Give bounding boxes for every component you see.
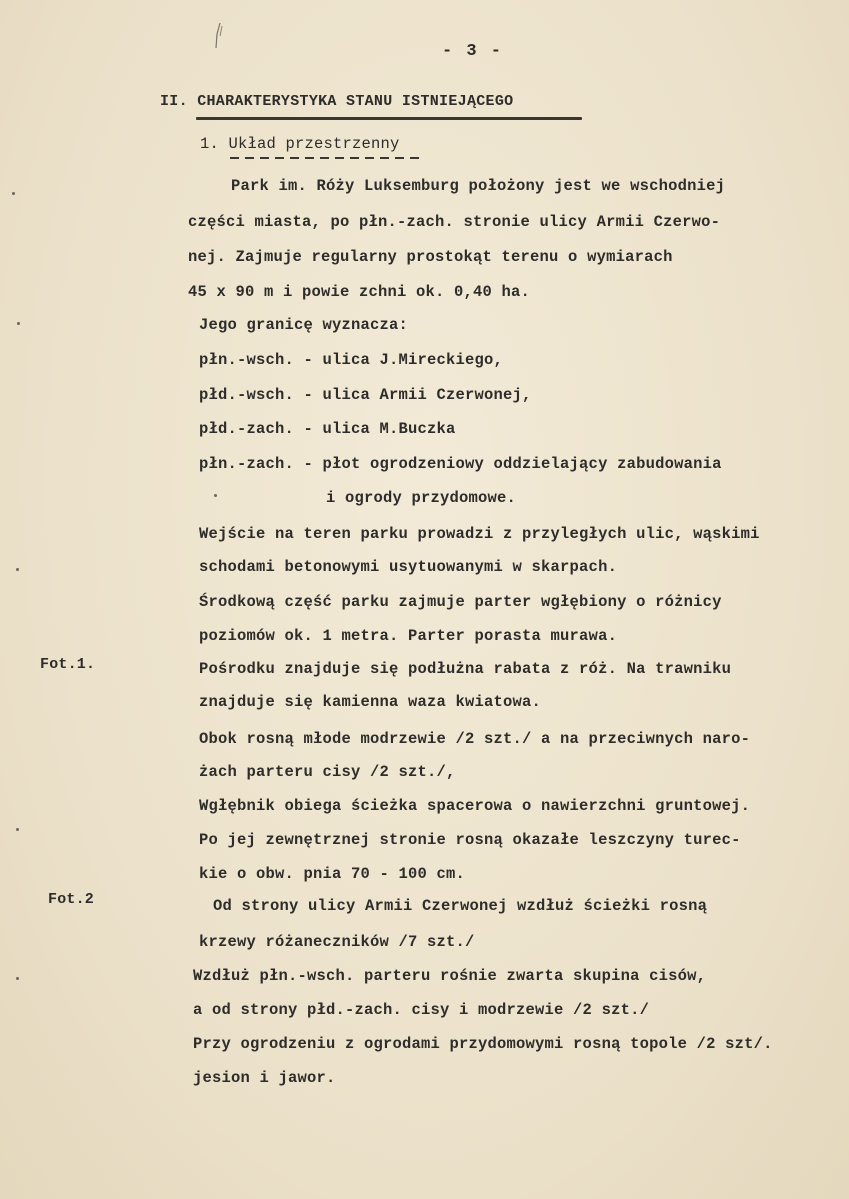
binding-hole-mark (16, 977, 19, 980)
binding-hole-mark (16, 828, 19, 831)
body-line: Park im. Róży Luksemburg położony jest we wschodniej (231, 177, 726, 195)
body-line: Środkową część parku zajmuje parter wgłębiony o różnicy (199, 593, 722, 611)
body-line: Obok rosną młode modrzewie /2 szt./ a na przeciwnych naro- (199, 730, 751, 748)
body-line: a od strony płd.-zach. cisy i modrzewie /2 szt./ (193, 1001, 650, 1019)
body-line: i ogrody przydomowe. (326, 489, 517, 507)
body-line: Pośrodku znajduje się podłużna rabata z róż. Na trawniku (199, 660, 732, 678)
body-line: schodami betonowymi usytuowanymi w skarpach. (199, 558, 618, 576)
body-line: płn.-zach. - płot ogrodzeniowy oddzielający zabudowania (199, 455, 722, 473)
pen-mark (213, 22, 223, 50)
binding-hole-mark (17, 322, 20, 325)
binding-hole-mark (16, 568, 19, 571)
body-line: znajduje się kamienna waza kwiatowa. (199, 693, 542, 711)
heading-underline (196, 117, 582, 120)
binding-hole-mark (12, 192, 15, 195)
body-line: Wzdłuż płn.-wsch. parteru rośnie zwarta skupina cisów, (193, 967, 707, 985)
body-line: Od strony ulicy Armii Czerwonej wzdłuż ścieżki rosną (213, 897, 708, 915)
body-line: żach parteru cisy /2 szt./, (199, 763, 456, 781)
section-heading: II. CHARAKTERYSTYKA STANU ISTNIEJĄCEGO (160, 93, 514, 110)
body-line: Jego granicę wyznacza: (199, 316, 409, 334)
body-line: poziomów ok. 1 metra. Parter porasta murawa. (199, 627, 618, 645)
body-line: Wgłębnik obiega ścieżka spacerowa o nawierzchni gruntowej. (199, 797, 751, 815)
body-line: krzewy różaneczników /7 szt./ (199, 933, 475, 951)
body-line: płn.-wsch. - ulica J.Mireckiego, (199, 351, 504, 369)
body-line: Przy ogrodzeniu z ogrodami przydomowymi rosną topole /2 szt/. (193, 1035, 773, 1053)
subsection-underline (230, 157, 425, 159)
body-line: części miasta, po płn.-zach. stronie ulicy Armii Czerwo- (188, 213, 721, 231)
body-line: jesion i jawor. (193, 1069, 336, 1087)
body-line: 45 x 90 m i powie zchni ok. 0,40 ha. (188, 283, 531, 301)
margin-note-fot-1: Fot.1. (40, 656, 96, 673)
page-number: - 3 - (442, 42, 504, 61)
subsection-heading: 1. Układ przestrzenny (200, 135, 400, 153)
body-line: płd.-wsch. - ulica Armii Czerwonej, (199, 386, 532, 404)
body-line: płd.-zach. - ulica M.Buczka (199, 420, 456, 438)
body-line: nej. Zajmuje regularny prostokąt terenu o wymiarach (188, 248, 673, 266)
body-line: Po jej zewnętrznej stronie rosną okazałe leszczyny turec- (199, 831, 741, 849)
margin-note-fot-2: Fot.2 (48, 891, 95, 908)
body-line: Wejście na teren parku prowadzi z przyległych ulic, wąskimi (199, 525, 760, 543)
body-line: kie o obw. pnia 70 - 100 cm. (199, 865, 466, 883)
stray-dot-mark (214, 494, 217, 497)
